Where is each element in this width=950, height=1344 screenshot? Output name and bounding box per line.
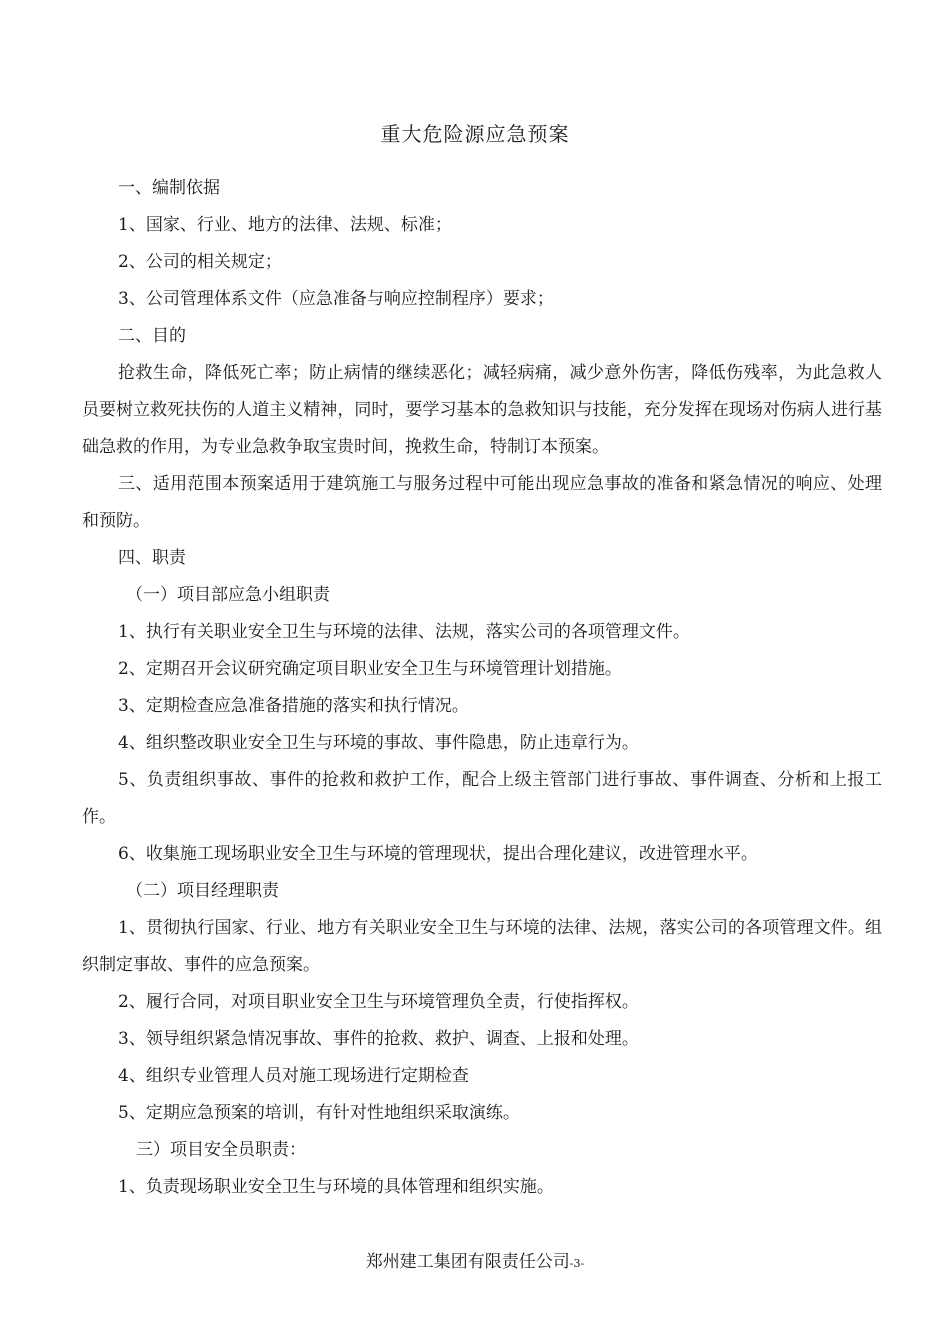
list-item: 4、组织专业管理人员对施工现场进行定期检查 xyxy=(118,1066,469,1086)
document-body xyxy=(82,170,882,1206)
list-item: 3、定期检查应急准备措施的落实和执行情况。 xyxy=(118,696,469,716)
list-item: 3、领导组织紧急情况事故、事件的抢救、救护、调查、上报和处理。 xyxy=(118,1029,639,1049)
page-footer xyxy=(0,1247,950,1272)
section-heading-duties: 四、职责 xyxy=(118,548,186,568)
list-item: 6、收集施工现场职业安全卫生与环境的管理现状，提出合理化建议，改进管理水平。 xyxy=(118,844,758,864)
list-item: 1、执行有关职业安全卫生与环境的法律、法规，落实公司的各项管理文件。 xyxy=(118,622,690,642)
subsection-heading-team: （一）项目部应急小组职责 xyxy=(126,585,330,605)
list-item: 5、负责组织事故、事件的抢救和救护工作，配合上级主管部门进行事故、事件调查、分析和上报工作。 xyxy=(82,770,882,827)
footer-company: 郑州建工集团有限责任公司 xyxy=(365,1252,570,1272)
scope-paragraph: 三、适用范围本预案适用于建筑施工与服务过程中可能出现应急事故的准备和紧急情况的响应、处理和预防。 xyxy=(82,474,882,531)
subsection-heading-manager: （二）项目经理职责 xyxy=(126,881,279,901)
section-heading-basis: 一、编制依据 xyxy=(118,178,220,198)
list-item: 5、定期应急预案的培训，有针对性地组织采取演练。 xyxy=(118,1103,520,1123)
list-item: 1、负责现场职业安全卫生与环境的具体管理和组织实施。 xyxy=(118,1177,554,1197)
section-heading-purpose: 二、目的 xyxy=(118,326,186,346)
list-item: 2、定期召开会议研究确定项目职业安全卫生与环境管理计划措施。 xyxy=(118,659,622,679)
subsection-heading-safety-officer: 三）项目安全员职责： xyxy=(136,1140,306,1160)
document-title: 重大危险源应急预案 xyxy=(380,122,570,146)
list-item: 2、公司的相关规定； xyxy=(118,252,282,272)
page-number: -3- xyxy=(569,1257,585,1270)
list-item: 3、公司管理体系文件（应急准备与响应控制程序）要求； xyxy=(118,289,554,309)
purpose-paragraph: 抢救生命，降低死亡率；防止病情的继续恶化；减轻病痛，减少意外伤害，降低伤残率，为此急救人员要树立救死扶伤的人道主义精神，同时，要学习基本的急救知识与技能，充分发挥在现场对伤病人进行基础急救的作用，为专业急救争取宝贵时间，挽救生命，特制订本预案。 xyxy=(82,363,882,457)
list-item: 1、贯彻执行国家、行业、地方有关职业安全卫生与环境的法律、法规，落实公司的各项管理文件。组织制定事故、事件的应急预案。 xyxy=(82,918,882,975)
list-item: 4、组织整改职业安全卫生与环境的事故、事件隐患，防止违章行为。 xyxy=(118,733,639,753)
list-item: 1、国家、行业、地方的法律、法规、标准； xyxy=(118,215,452,235)
list-item: 2、履行合同，对项目职业安全卫生与环境管理负全责，行使指挥权。 xyxy=(118,992,639,1012)
